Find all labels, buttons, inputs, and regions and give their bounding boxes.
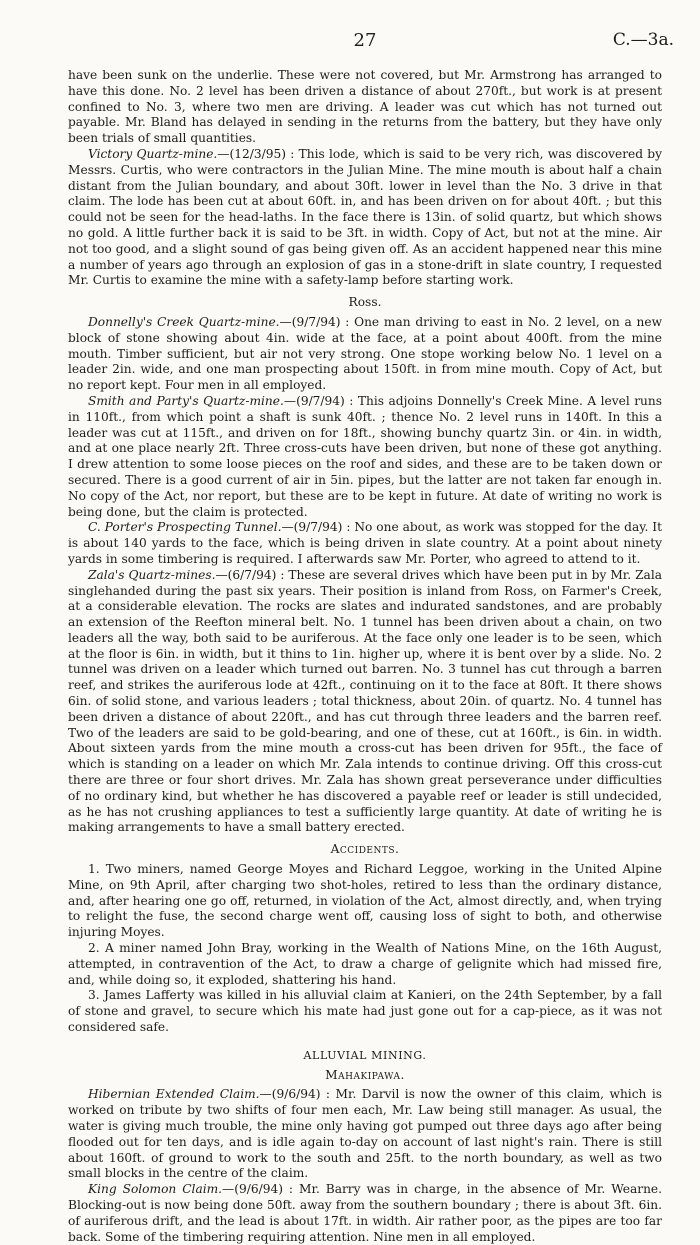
mine-title-victory: Victory Quartz-mine.: [88, 146, 218, 161]
paragraph-donnellys: [68, 315, 662, 394]
paragraph-text: —(6/7/94) : These are several drives which have been put in by Mr. Zala singlehanded during the past six years. Their position is inland from Ross, on Farmer's Creek, at a considerable elevation. The rocks are slates and indurated sandstones, and are probably an extension of the Reefton mineral belt. No. 1 tunnel has been driven about a chain, on two leaders all the way, both said to be auriferous. At the face only one leader is to be seen, which at the floor is 6in. in width, but it thins to 1in. higher up, where it is bent over by a slide. No. 2 tunnel was driven on a leader which turned out barren. No. 3 tunnel has cut through a barren reef, and strikes the auriferous lode at 42ft., continuing on it to the face at 80ft. It there shows 6in. of solid stone, and various leaders ; total thickness, about 20in. of quartz. No. 4 tunnel has been driven a distance of about 220ft., and has cut through three leaders and the barren reef. Two of the leaders are said to be gold-bearing, and one of these, cut at 160ft., is 6in. in width. About sixteen yards from the mine mouth a cross-cut has been driven for 95ft., the face of which is standing on a leader on which Mr. Zala intends to continue driving. Off this cross-cut there are three or four short drives. Mr. Zala has shown great perseverance under difficulties of no ordinary kind, but whether he has discovered a payable reef or leader is still undecided, as he has not crushing appliances to test a sufficiently large quantity. At date of writing he is making arrangements to have a small battery erected.: [68, 567, 662, 835]
paragraph-hibernian: [68, 1087, 662, 1182]
claim-title-king-solomon: King Solomon Claim.: [88, 1182, 223, 1197]
mine-title-zala: Zala's Quartz-mines.: [88, 567, 216, 582]
paragraph-victory: [68, 147, 662, 289]
page-header: [68, 30, 674, 68]
accident-item: 2. A miner named John Bray, working in the Wealth of Nations Mine, on the 16th August, attempted, in contravention of the Act, to draw a charge of gelignite which had missed fire, and, while doing so, it exploded, shattering his hand.: [68, 941, 662, 987]
paragraph-zala: [68, 568, 662, 837]
paragraph-text: —(9/7/94) : One man driving to east in No. 2 level, on a new block of stone showing about 4in. wide at the face, at a point about 400ft. from the mine mouth. Timber sufficient, but air not very strong. One stope working below No. 1 level on a leader 2in. wide, and one man prospecting about 150ft. in from mine mouth. Copy of Act, but no report kept. Four men in all employed.: [68, 314, 662, 393]
paragraph-text: —(9/7/94) : No one about, as work was stopped for the day. It is about 140 yards to the face, which is being driven in slate country. At a point about ninety yards in some timbering is required. I afterwards saw Mr. Porter, who agreed to attend to it.: [68, 520, 662, 566]
accident-item: 1. Two miners, named George Moyes and Richard Leggoe, working in the United Alpine Mine, on 9th April, after charging two shot-holes, retired to less than the ordinary distance, and, after hearing one go off, returned, in violation of the Act, almost directly, and, when trying to relight the fuse, the second charge went off, causing loss of sight to both, and otherwise injuring Moyes.: [68, 862, 662, 940]
paragraph-text: —(9/7/94) : This adjoins Donnelly's Creek Mine. A level runs in 110ft., from which point a shaft is sunk 40ft. ; thence No. 2 level runs in 140ft. In this a leader was cut at 115ft., and driven on for 18ft., showing bunchy quartz 3in. or 4in. in width, and at one place nearly 2ft. Three cross-cuts have been driven, but none of these got anything. I drew attention to some loose pieces on the roof and sides, and these are to be taken down or secured. There is a good current of air in 5in. pipes, but the latter are not taken far enough in. No copy of the Act, nor report, but these are to be kept in future. At date of writing no work is being done, but the claim is protected.: [68, 393, 663, 519]
section-heading-alluvial: ALLUVIAL MINING.: [303, 1048, 427, 1062]
section-heading-ross: Ross.: [348, 295, 382, 310]
paragraph-porter: [68, 520, 662, 567]
mine-title-porter: C. Porter's Prospecting Tunnel.: [88, 520, 282, 535]
page-number: 27: [353, 30, 377, 51]
paragraph-king-solomon: [68, 1182, 662, 1245]
claim-title-hibernian: Hibernian Extended Claim.: [88, 1087, 260, 1102]
paragraph-text: —(12/3/95) : This lode, which is said to be very rich, was discovered by Messrs. Curtis, who were contractors in the Julian Mine. The mine mouth is about half a chain distant from the Julian boundary, and about 30ft. lower in level than the No. 3 drive in that claim. The lode has been cut at about 60ft. in, and has been driven on for about 40ft. ; but this could not be seen for the head-laths. In the face there is 13in. of solid quartz, but which shows no gold. A little further back it is said to be 3ft. in width. Copy of Act, but not at the mine. Air not too good, and a slight sound of gas being given off. As an accident happened near this mine a number of years ago through an explosion of gas in a stone-drift in slate country, I requested Mr. Curtis to examine the mine with a safety-lamp before starting work.: [68, 146, 662, 288]
mine-title-donnellys: Donnelly's Creek Quartz-mine.: [88, 314, 280, 329]
paragraph-underlie: have been sunk on the underlie. These were not covered, but Mr. Armstrong has arranged to have this done. No. 2 level has been driven a distance of about 270ft., but work is at present confined to No. 3, where two men are driving. A leader was cut which has not turned out payable. Mr. Bland has delayed in sending in the returns from the battery, but they have only been trials of small quantities.: [68, 68, 662, 146]
mine-title-smith: Smith and Party's Quartz-mine.: [88, 393, 284, 408]
section-heading-accidents: Accidents.: [330, 842, 400, 857]
paragraph-text: —(9/6/94) : Mr. Barry was in charge, in the absence of Mr. Wearne. Blocking-out is now being done 50ft. away from the southern boundary ; there is about 3ft. 6in. of auriferous drift, and the lead is about 17ft. in width. Air rather poor, as the pipes are too far back. Some of the timbering requiring attention. Nine men in all employed.: [68, 1182, 663, 1244]
paragraph-smith: [68, 394, 662, 520]
paragraph-text: —(9/6/94) : Mr. Darvil is now the owner of this claim, which is worked on tribute by two shifts of four men each, Mr. Law being still manager. As usual, the water is giving much trouble, the mine only having got pumped out three days ago after being flooded out for ten days, and is idle again to-day on account of last night's rain. There is still about 160ft. of ground to work to the south and 25ft. to the north boundary, as well as two small blocks in the centre of the claim.: [68, 1087, 662, 1181]
series-reference: C.—3a.: [612, 30, 674, 50]
section-heading-mahakipawa: Mahakipawa.: [325, 1067, 405, 1082]
document-body: [68, 68, 662, 1245]
accident-item: 3. James Lafferty was killed in his alluvial claim at Kanieri, on the 24th September, by a fall of stone and gravel, to secure which his mate had just gone out for a cap-piece, as it was not considered safe.: [68, 988, 662, 1035]
